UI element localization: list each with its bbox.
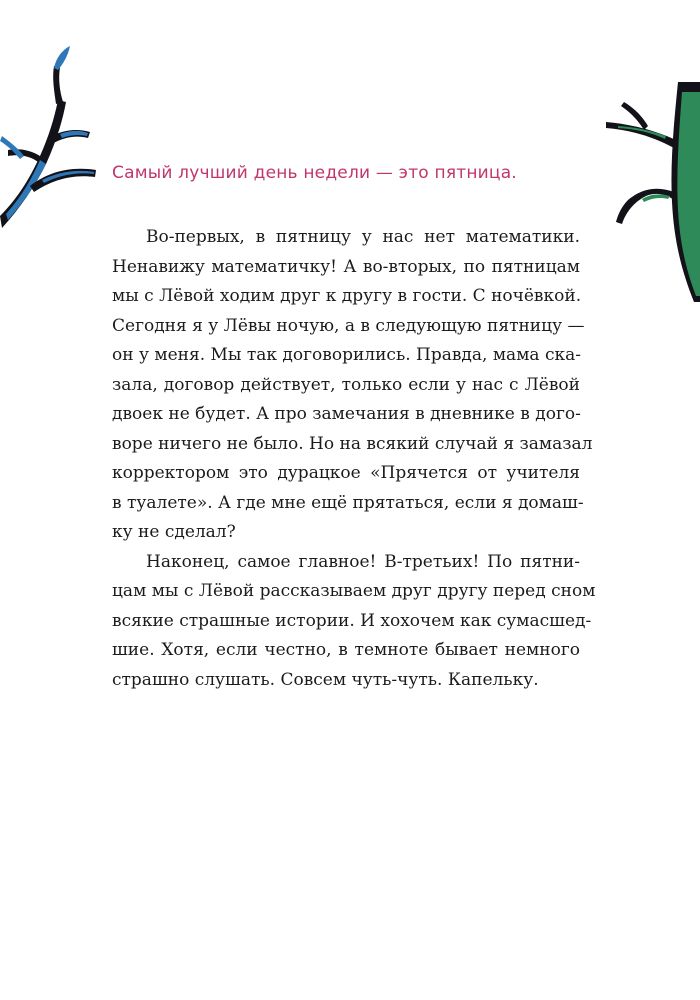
text-line: Ненавижу математичку! А во-вторых, по пятницам: [112, 256, 580, 277]
text-line: Во-первых, в пятницу у нас нет математики.: [146, 227, 580, 247]
text-line: он у меня. Мы так договорились. Правда, мама ска-: [112, 345, 581, 365]
tree-branch-icon: [0, 38, 110, 228]
text-line: цам мы с Лёвой рассказываем друг другу перед сном: [112, 581, 596, 601]
text-line: Наконец, самое главное! В-третьих! По пятни-: [146, 551, 580, 572]
text-line: всякие страшные истории. И хохочем как сумасшед-: [112, 610, 592, 631]
paragraph-2: [112, 548, 596, 696]
chapter-heading: Самый лучший день недели — это пятница.: [112, 163, 517, 183]
text-line: страшно слушать. Совсем чуть-чуть. Капельку.: [112, 669, 539, 690]
text-line: воре ничего не было. Но на всякий случай я замазал: [112, 433, 593, 454]
text-line: зала, договор действует, только если у нас с Лёвой: [112, 374, 580, 395]
paragraph-1: [112, 223, 593, 548]
body-text: [112, 223, 596, 695]
text-line: корректором это дурацкое «Прячется от учителя: [112, 463, 580, 483]
text-line: ку не сделал?: [112, 522, 236, 542]
text-line: шие. Хотя, если честно, в темноте бывает немного: [112, 640, 580, 660]
text-line: Сегодня я у Лёвы ночую, а в следующую пятницу —: [112, 315, 585, 336]
text-line: в туалете». А где мне ещё прятаться, если я домаш-: [112, 492, 584, 513]
text-line: двоек не будет. А про замечания в дневнике в дого-: [112, 404, 581, 424]
text-line: мы с Лёвой ходим друг к другу в гости. С ночёвкой.: [112, 286, 582, 306]
tree-branch-icon: [570, 82, 700, 302]
